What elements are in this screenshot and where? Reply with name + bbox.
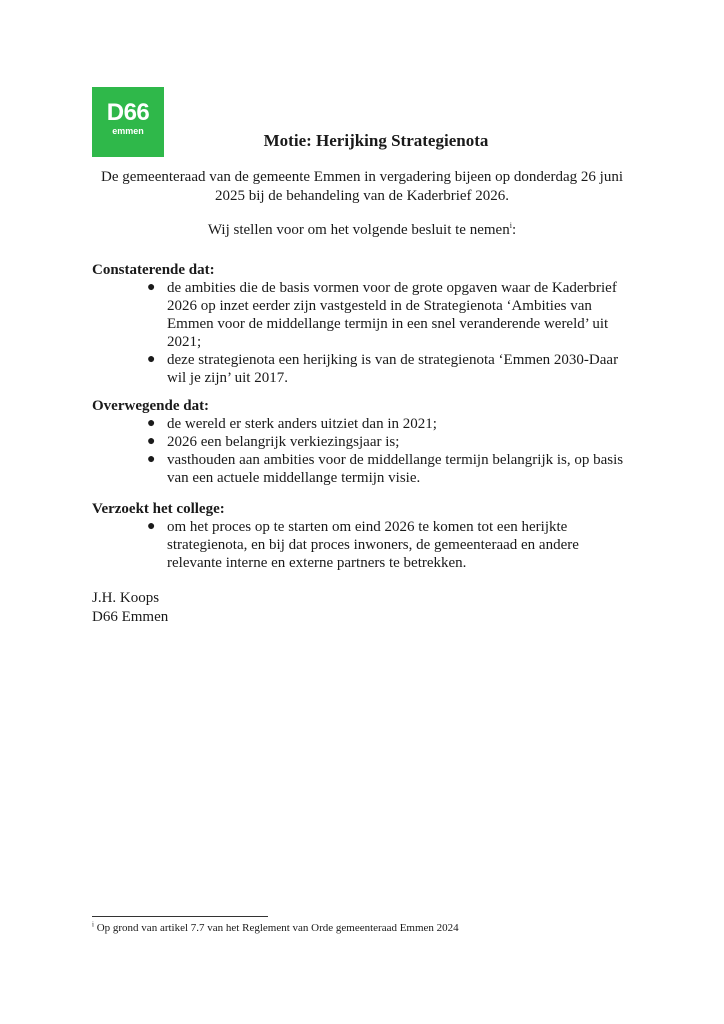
footnote: [92, 921, 459, 935]
list-item-text: de ambities die de basis vormen voor de grote opgaven waar de Kaderbrief 2026 op inzet eerder zijn vastgesteld in de Strategienota ‘Ambities van Emmen voor de middellange termijn in een snel veranderende wereld’ uit 2021;: [167, 280, 617, 350]
d66-logo: [92, 87, 164, 157]
footnote-divider: [92, 916, 268, 917]
list-item: [92, 415, 632, 433]
signer-party: D66 Emmen: [92, 609, 169, 625]
list-item-text: om het proces op te starten om eind 2026 te komen tot een herijkte strategienota, en bij dat proces inwoners, de gemeenteraad en andere relevante interne en externe partners te betrekken.: [167, 519, 579, 571]
list-item: [92, 279, 632, 351]
logo-sub-text: emmen: [112, 126, 144, 136]
section-heading: Overwegende dat:: [92, 398, 210, 414]
list-item: [92, 518, 632, 572]
proposal-text: Wij stellen voor om het volgende besluit te nemen: [207, 222, 510, 238]
intro-paragraph: De gemeenteraad van de gemeente Emmen in vergadering bijeen op donderdag 26 juni 2025 bij de behandeling van de Kaderbrief 2026.: [100, 169, 624, 204]
bullet-icon: ●: [147, 452, 156, 467]
list-item-text: de wereld er sterk anders uitziet dan in 2021;: [167, 416, 437, 432]
proposal-colon: :: [511, 222, 517, 238]
list-item: [92, 451, 632, 487]
proposal-line: [92, 221, 632, 240]
bullet-icon: ●: [147, 519, 156, 534]
bullet-icon: ●: [147, 434, 156, 449]
section-constaterende: [92, 261, 632, 387]
signature-block: [92, 589, 168, 627]
list-item: [92, 433, 632, 451]
document-title: Motie: Herijking Strategienota: [263, 131, 489, 150]
list-item-text: deze strategienota een herijking is van de strategienota ‘Emmen 2030-Daar wil je zijn’ uit 2017.: [167, 352, 619, 386]
list-item-text: 2026 een belangrijk verkiezingsjaar is;: [167, 434, 400, 450]
signer-name: J.H. Koops: [92, 590, 160, 606]
section-verzoekt: [92, 500, 632, 572]
bullet-icon: ●: [147, 416, 156, 431]
logo-main-text: D66: [106, 99, 150, 126]
footnote-reference: i: [509, 221, 512, 230]
section-heading: Constaterende dat:: [92, 262, 215, 278]
section-overwegende: [92, 397, 632, 487]
list-item-text: vasthouden aan ambities voor de middellange termijn belangrijk is, op basis van een actuele middellange termijn visie.: [167, 452, 624, 486]
section-heading: Verzoekt het college:: [92, 501, 225, 517]
bullet-icon: ●: [147, 280, 156, 295]
footnote-marker: i: [92, 920, 94, 929]
footnote-text: Op grond van artikel 7.7 van het Reglement van Orde gemeenteraad Emmen 2024: [93, 922, 459, 934]
bullet-icon: ●: [147, 352, 156, 367]
list-item: [92, 351, 632, 387]
